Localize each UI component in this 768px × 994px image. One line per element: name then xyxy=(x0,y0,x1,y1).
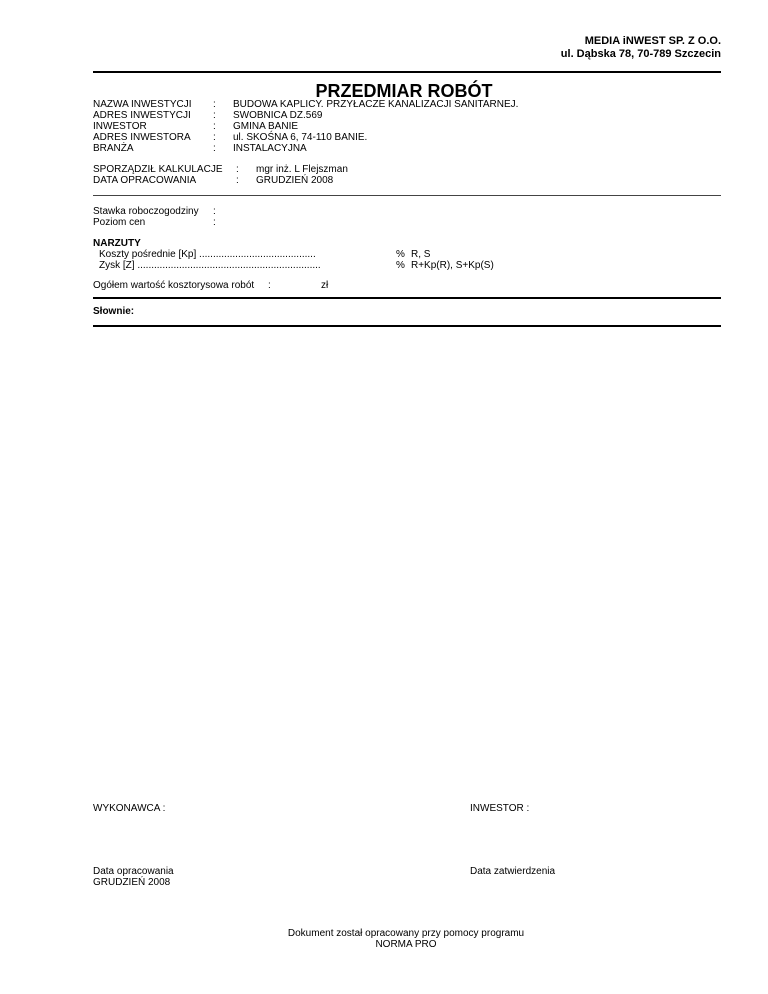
footer-line2: NORMA PRO xyxy=(375,939,437,950)
total-currency: zł xyxy=(321,280,329,291)
rate-label-hourly: Stawka roboczogodziny xyxy=(93,206,199,217)
surcharge-indirect-label: Koszty pośrednie [Kp] .......................................... xyxy=(99,249,316,260)
divider-words xyxy=(93,325,721,327)
prepared-value-author: mgr inż. L Flejszman xyxy=(256,164,348,175)
footer-line1: Dokument został opracowany przy pomocy programu xyxy=(287,928,525,939)
investment-sep-investor: : xyxy=(213,121,216,132)
investment-value-investor-address: ul. SKOŚNA 6, 74-110 BANIE. xyxy=(233,132,368,143)
prepared-sep-author: : xyxy=(236,164,239,175)
investment-label-investor-address: ADRES INWESTORA xyxy=(93,132,191,143)
surcharge-indirect-basis: R, S xyxy=(411,249,431,260)
investment-value-investor: GMINA BANIE xyxy=(233,121,299,132)
investment-value-name: BUDOWA KAPLICY. PRZYŁACZE KANALIZACJI SANITARNEJ. xyxy=(233,99,519,110)
divider-top xyxy=(93,71,721,73)
contractor-label: WYKONAWCA : xyxy=(93,803,166,814)
company-name: MEDIA iNWEST SP. Z O.O. xyxy=(584,35,721,47)
company-address: ul. Dąbska 78, 70-789 Szczecin xyxy=(560,48,721,60)
prepared-label-author: SPORZĄDZIŁ KALKULACJE xyxy=(93,164,223,175)
investment-sep-branch: : xyxy=(213,143,216,154)
surcharge-indirect-unit: % xyxy=(396,249,405,260)
surcharge-profit-label: Zysk [Z] .................................................................. xyxy=(99,260,321,271)
approval-date-label: Data zatwierdzenia xyxy=(470,866,556,877)
page-title: PRZEDMIAR ROBÓT xyxy=(315,81,493,101)
investment-sep-name: : xyxy=(213,99,216,110)
investor-label: INWESTOR : xyxy=(470,803,530,814)
investment-label-branch: BRANŻA xyxy=(93,143,134,154)
total-label: Ogółem wartość kosztorysowa robót xyxy=(93,280,255,291)
investment-label-name: NAZWA INWESTYCJI xyxy=(93,99,192,110)
surcharge-profit-basis: R+Kp(R), S+Kp(S) xyxy=(411,260,494,271)
investment-label-investor: INWESTOR xyxy=(93,121,147,132)
investment-sep-address: : xyxy=(213,110,216,121)
surcharges-heading: NARZUTY xyxy=(93,238,141,249)
investment-value-branch: INSTALACYJNA xyxy=(233,143,307,154)
prepared-label-date: DATA OPRACOWANIA xyxy=(93,175,197,186)
rate-sep-price-level: : xyxy=(213,217,216,228)
prepared-sep-date: : xyxy=(236,175,239,186)
rate-sep-hourly: : xyxy=(213,206,216,217)
prep-date-label: Data opracowania xyxy=(93,866,174,877)
prepared-value-date: GRUDZIEŃ 2008 xyxy=(256,175,334,186)
investment-value-address: SWOBNICA DZ.569 xyxy=(233,110,323,121)
rate-label-price-level: Poziom cen xyxy=(93,217,146,228)
total-sep: : xyxy=(268,280,271,291)
surcharge-profit-unit: % xyxy=(396,260,405,271)
divider-total xyxy=(93,297,721,299)
divider-prepared xyxy=(93,195,721,196)
words-label: Słownie: xyxy=(93,306,135,317)
prep-date-value: GRUDZIEŃ 2008 xyxy=(93,877,171,888)
investment-label-address: ADRES INWESTYCJI xyxy=(93,110,191,121)
investment-sep-investor-address: : xyxy=(213,132,216,143)
